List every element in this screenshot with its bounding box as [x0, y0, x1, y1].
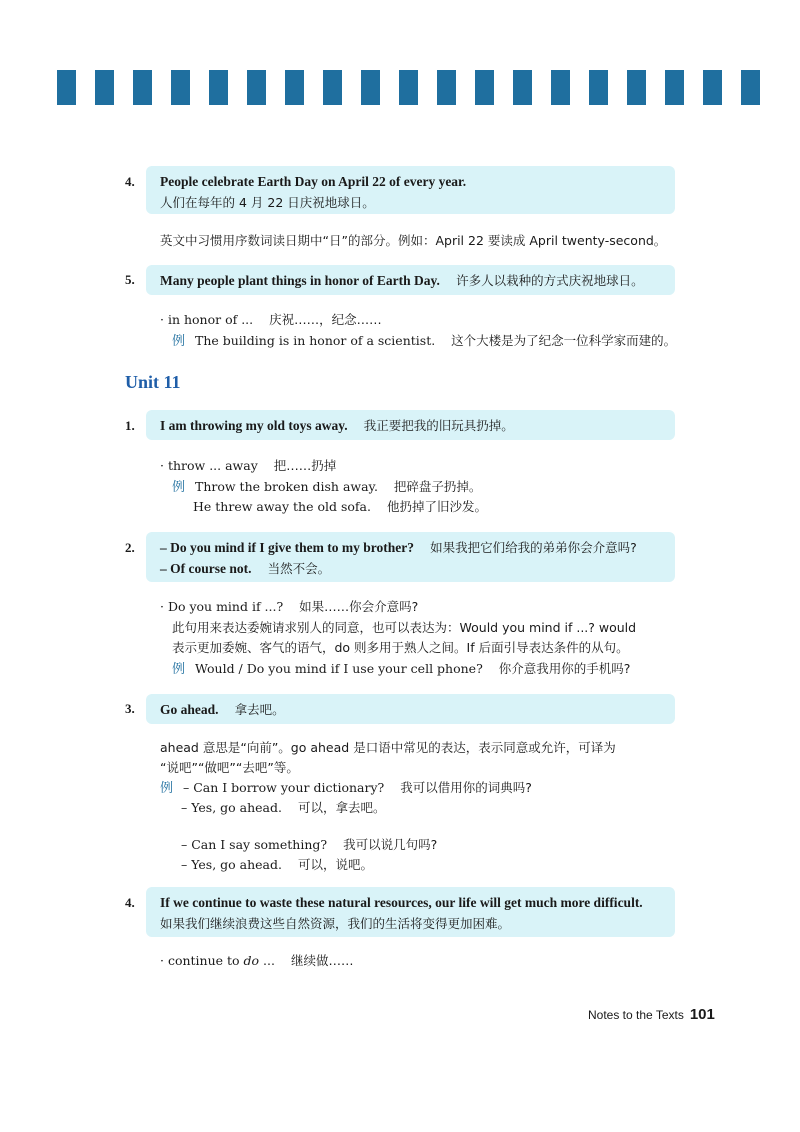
phrase-em: do	[243, 953, 260, 968]
stripe	[475, 70, 494, 105]
sentence-box	[146, 166, 675, 214]
example-en: – Yes, go ahead.	[181, 800, 282, 815]
unit-title: Unit 11	[125, 372, 181, 392]
phrase-zh: 继续做……	[290, 953, 354, 968]
example-zh: 可以，说吧。	[297, 857, 373, 872]
explanation-line: 此句用来表达委婉请求别人的同意，也可以表达为：Would you mind if ...? would	[172, 620, 637, 635]
explanation-line: “说吧”“做吧”“去吧”等。	[160, 760, 299, 775]
stripe	[513, 70, 532, 105]
sentence-number: 2.	[125, 540, 135, 555]
phrase-item	[160, 456, 336, 476]
example-zh: 这个大楼是为了纪念一位科学家而建的。	[451, 333, 677, 348]
dialog-answer-zh: 当然不会。	[267, 561, 331, 576]
example-en: Would / Do you mind if I use your cell phone?	[195, 661, 483, 676]
example-line	[181, 855, 373, 875]
page-footer	[588, 1006, 715, 1023]
phrase-item	[160, 597, 418, 617]
sentence-en: I am throwing my old toys away.	[160, 418, 348, 433]
stripe	[551, 70, 570, 105]
sentence-en: Go ahead.	[160, 702, 219, 717]
phrase-item	[160, 951, 353, 971]
example-en: – Yes, go ahead.	[181, 857, 282, 872]
example-en: The building is in honor of a scientist.	[195, 333, 436, 348]
sentence-en: Many people plant things in honor of Earth Day.	[160, 273, 440, 288]
phrase-item	[160, 310, 382, 330]
stripe	[133, 70, 152, 105]
sentence-number: 3.	[125, 701, 135, 716]
example-zh: 可以，拿去吧。	[297, 800, 386, 815]
stripe	[361, 70, 380, 105]
example-zh: 我可以借用你的词典吗?	[400, 780, 532, 795]
example-label: 例	[172, 480, 186, 495]
example-line	[193, 497, 487, 517]
example-line	[172, 331, 676, 352]
example-line	[172, 477, 481, 498]
sentence-en: People celebrate Earth Day on April 22 of every year.	[160, 174, 467, 189]
phrase-zh: 把……扔掉	[273, 458, 337, 473]
sentence-box	[146, 694, 675, 724]
example-line	[181, 798, 385, 818]
stripe	[323, 70, 342, 105]
example-zh: 把碎盘子扔掉。	[393, 479, 482, 494]
example-line	[160, 778, 532, 799]
header-stripes	[57, 70, 757, 105]
example-en: – Can I borrow your dictionary?	[183, 780, 385, 795]
phrase-zh: 如果……你会介意吗?	[299, 599, 419, 614]
stripe	[171, 70, 190, 105]
example-label: 例	[160, 781, 174, 796]
example-en: Throw the broken dish away.	[195, 479, 378, 494]
sentence-box	[146, 265, 675, 295]
sentence-zh: 我正要把我的旧玩具扔掉。	[363, 418, 514, 433]
sentence-number: 5.	[125, 272, 135, 287]
example-zh: 我可以说几句吗?	[343, 837, 438, 852]
sentence-box	[146, 410, 675, 440]
phrase-en: · throw ... away	[160, 458, 258, 473]
phrase-en: · in honor of ...	[160, 312, 254, 327]
stripe	[285, 70, 304, 105]
stripe	[665, 70, 684, 105]
example-zh: 他扔掉了旧沙发。	[386, 499, 487, 514]
footer-label: Notes to the Texts	[588, 1008, 684, 1022]
stripe	[399, 70, 418, 105]
phrase-zh: 庆祝……，纪念……	[269, 312, 382, 327]
stripe	[627, 70, 646, 105]
example-en: He threw away the old sofa.	[193, 499, 371, 514]
stripe	[57, 70, 76, 105]
sentence-number: 1.	[125, 418, 135, 433]
dialog-question-en: – Do you mind if I give them to my brother?	[160, 540, 414, 555]
sentence-zh: 许多人以栽种的方式庆祝地球日。	[456, 273, 644, 288]
stripe	[703, 70, 722, 105]
page-number: 101	[689, 1006, 715, 1023]
example-line	[172, 659, 630, 680]
sentence-box	[146, 887, 675, 937]
sentence-en: If we continue to waste these natural resources, our life will get much more difficult.	[160, 895, 643, 910]
dialog-question-zh: 如果我把它们给我的弟弟你会介意吗?	[430, 540, 637, 555]
stripe	[437, 70, 456, 105]
stripe	[589, 70, 608, 105]
phrase-en: · continue to	[160, 953, 244, 968]
example-line	[181, 835, 437, 855]
phrase-en: · Do you mind if ...?	[160, 599, 284, 614]
example-label: 例	[172, 662, 186, 677]
stripe	[741, 70, 760, 105]
note-text: 英文中习惯用序数词读日期中“日”的部分。例如：April 22 要读成 April twenty-second。	[160, 233, 667, 248]
example-zh: 你介意我用你的手机吗?	[498, 661, 631, 676]
dialog-answer-en: – Of course not.	[160, 561, 252, 576]
explanation-line: 表示更加委婉、客气的语气，do 则多用于熟人之间。If 后面引导表达条件的从句。	[172, 640, 629, 655]
stripe	[247, 70, 266, 105]
sentence-zh: 如果我们继续浪费这些自然资源，我们的生活将变得更加困难。	[160, 916, 511, 931]
sentence-number: 4.	[125, 174, 135, 189]
sentence-zh: 人们在每年的 4 月 22 日庆祝地球日。	[160, 195, 375, 210]
stripe	[209, 70, 228, 105]
example-en: – Can I say something?	[181, 837, 328, 852]
stripe	[95, 70, 114, 105]
phrase-en-tail: ...	[259, 953, 275, 968]
sentence-zh: 拿去吧。	[234, 702, 285, 717]
sentence-box	[146, 532, 675, 582]
explanation-line: ahead 意思是“向前”。go ahead 是口语中常见的表达，表示同意或允许，可译为	[160, 740, 616, 755]
sentence-number: 4.	[125, 895, 135, 910]
example-label: 例	[172, 334, 186, 349]
